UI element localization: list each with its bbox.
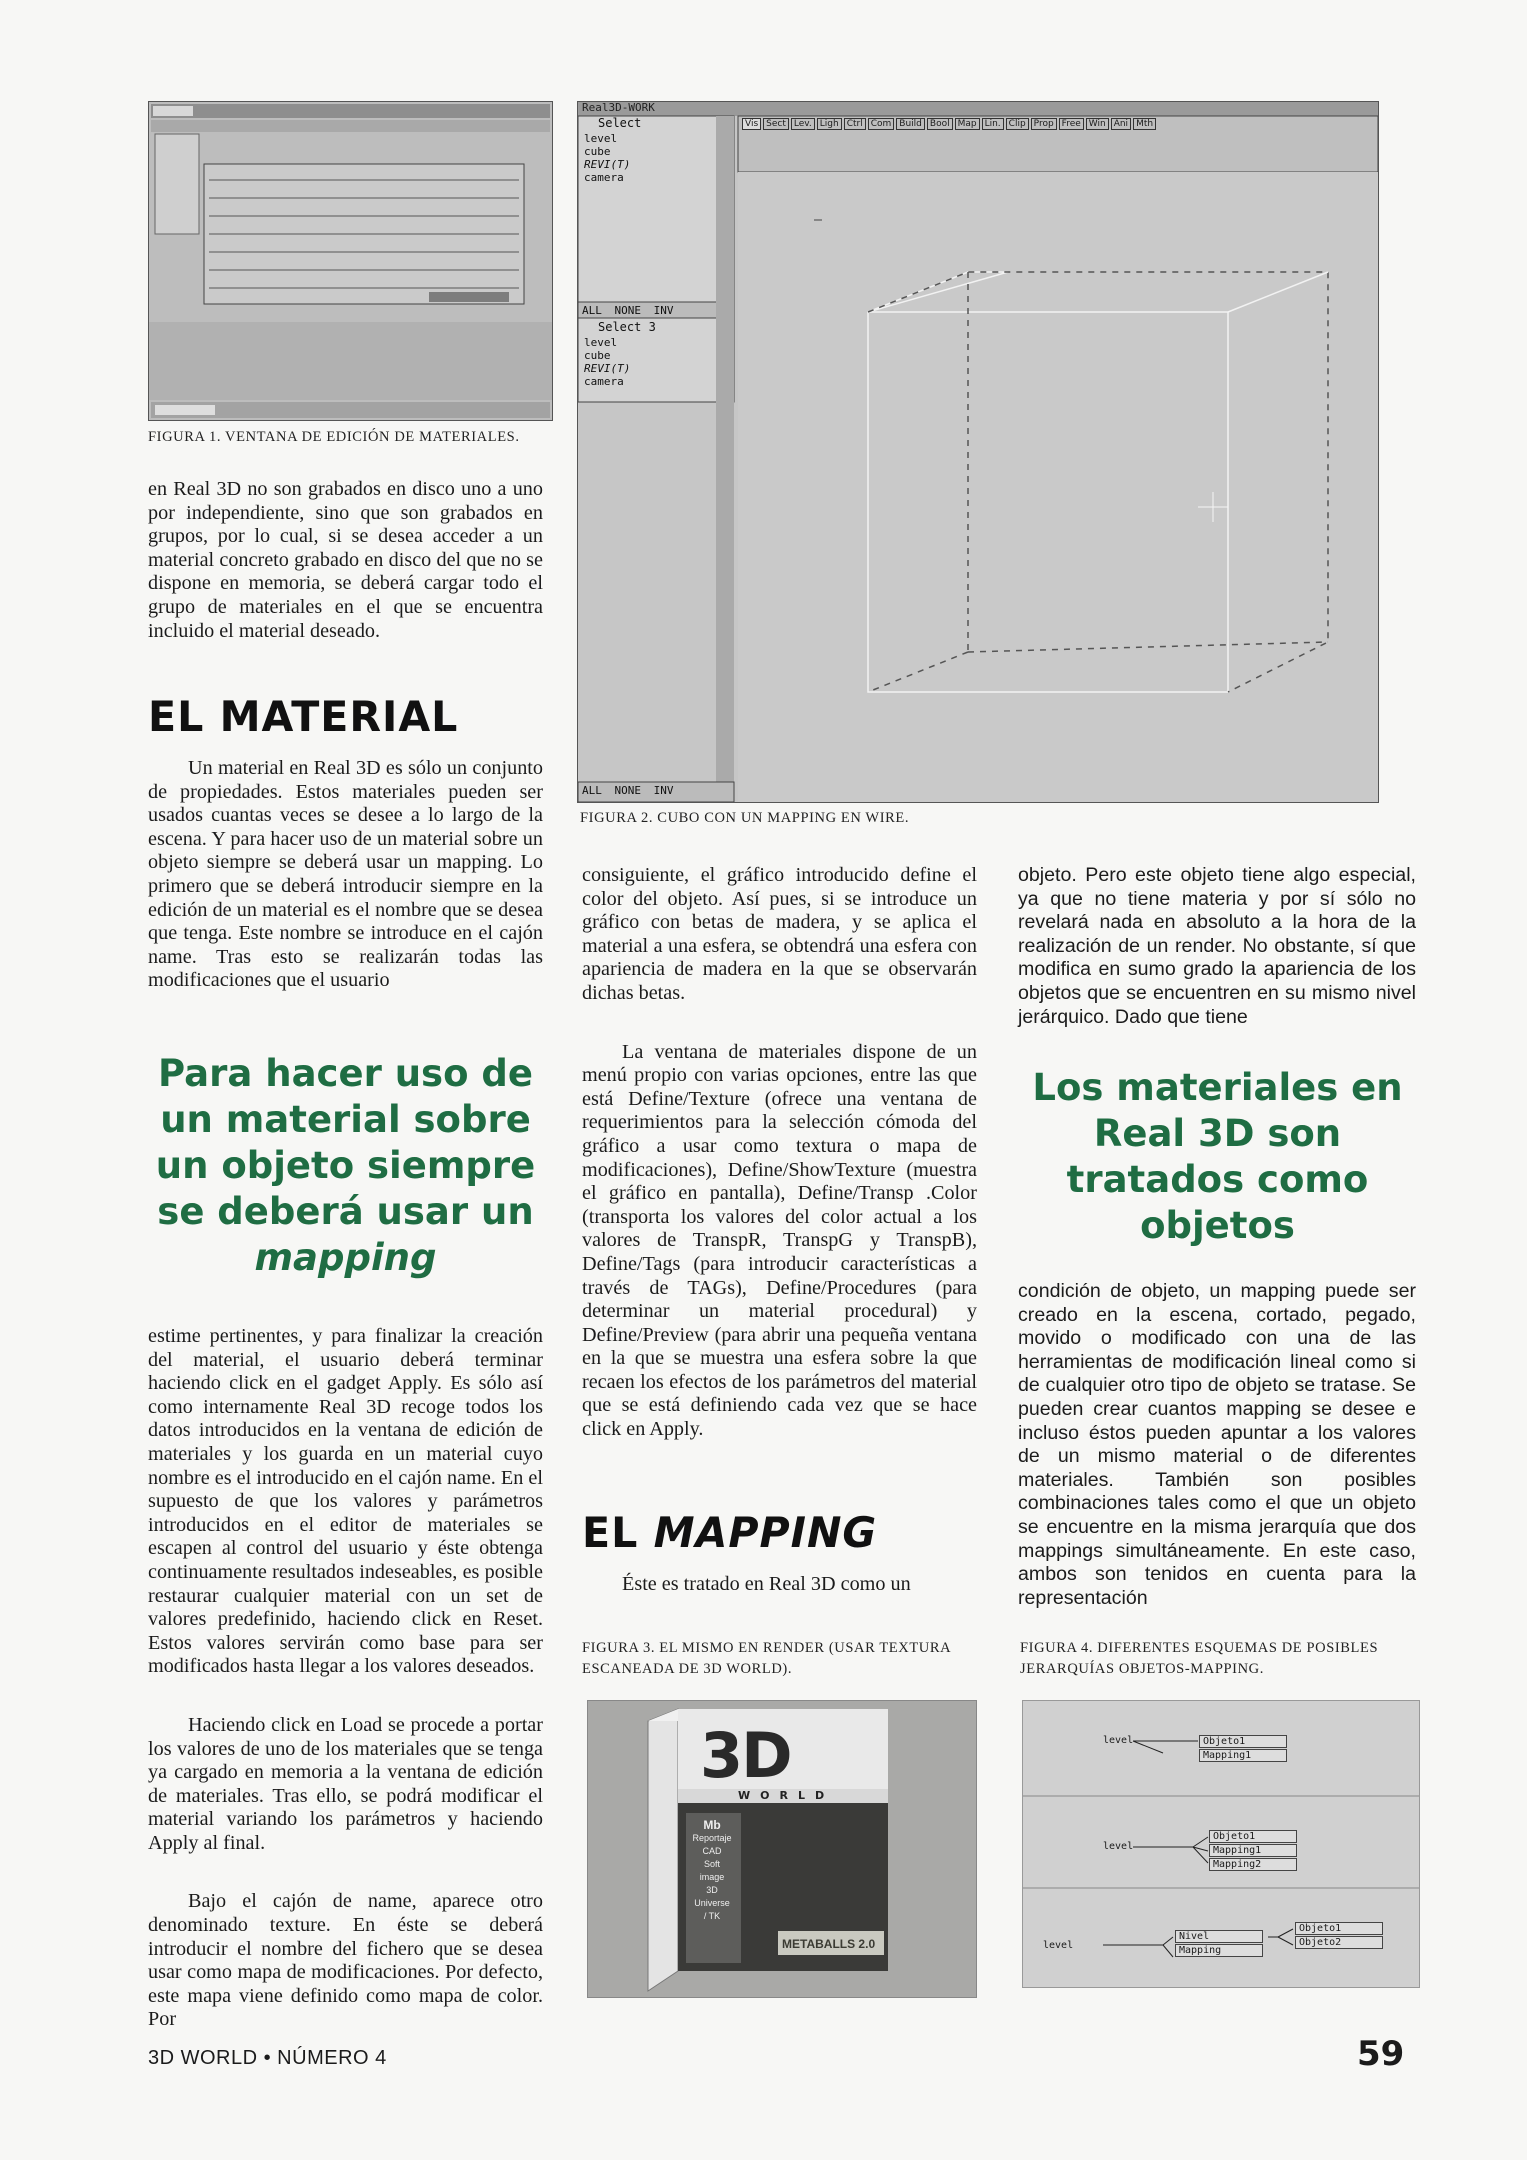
figure-3-image	[587, 1700, 977, 1998]
figure-1-screenshot	[148, 101, 553, 421]
left-column	[148, 478, 543, 666]
inv-button[interactable]: INV	[653, 784, 674, 797]
pull-quote-right: Los materiales en Real 3D son tratados como objetos	[1032, 1066, 1403, 1247]
tree-list-2	[584, 336, 630, 388]
mapping-node[interactable]: Mapping	[1175, 1944, 1263, 1957]
level-node[interactable]: level	[1103, 1735, 1134, 1746]
middle-column-2	[582, 1573, 977, 1620]
all-button[interactable]: ALL	[582, 784, 602, 797]
heading-emphasis: MAPPING	[653, 1508, 878, 1557]
pull-quote-left	[148, 1051, 543, 1281]
cover-banner: METABALLS 2.0	[782, 1937, 876, 1951]
figure-4-caption: FIGURA 4. DIFERENTES ESQUEMAS DE POSIBLES JERARQUÍAS OBJETOS-MAPPING.	[1020, 1640, 1379, 1677]
menu-tab[interactable]: Clip	[1006, 118, 1029, 130]
menu-tab[interactable]: Build	[896, 118, 925, 130]
menu-tab[interactable]: Lin.	[982, 118, 1004, 130]
object-node[interactable]: Objeto2	[1295, 1936, 1383, 1949]
wireframe-cube-illustration	[578, 102, 1378, 802]
paragraph: condición de objeto, un mapping puede ser creado en la escena, cortado, pegado, movido o modificado con una de las herramientas de modificación lineal como si de cualquier otro tipo de objeto se tratase. Se pueden crear cuantos mapping se desee e incluso éstos pueden apuntar a los valores de un mismo material o de diferentes materiales. También son posibles combinaciones tales como el que un objeto se encuentre en la misma jerarquía que dos mappings simultáneamente. En este caso, ambos son tenidos en cuenta para la representación	[1018, 1280, 1416, 1609]
sticker-line: CAD	[702, 1846, 722, 1856]
selection-bar-1	[582, 304, 674, 317]
none-button[interactable]: NONE	[614, 304, 641, 317]
level-node[interactable]: level	[1103, 1841, 1134, 1852]
none-button[interactable]: NONE	[614, 784, 641, 797]
menu-tab[interactable]: Ani	[1111, 118, 1131, 130]
figure-2-caption: FIGURA 2. CUBO CON UN MAPPING EN WIRE.	[580, 810, 910, 826]
right-column	[1018, 864, 1416, 1052]
menu-tab[interactable]: Mth	[1133, 118, 1156, 130]
paragraph: en Real 3D no son grabados en disco uno a uno por independiente, sino que son grabados en grupos, por lo cual, si se desea acceder a un material concreto grabado en disco del que no se dispone en memoria, se deberá cargar todo el grupo de materiales en el que se encuentra incluido el material deseado.	[148, 478, 543, 642]
menu-tab[interactable]: Sect	[763, 118, 789, 130]
menu-tab[interactable]: Ligh	[817, 118, 842, 130]
tree-item[interactable]: level	[584, 132, 618, 145]
menu-tab[interactable]: Map	[955, 118, 980, 130]
paragraph: Éste es tratado en Real 3D como un	[622, 1573, 911, 1595]
mapping-node[interactable]: Mapping1	[1199, 1749, 1287, 1762]
heading-word: EL	[582, 1508, 639, 1557]
menu-tab[interactable]: Win	[1086, 118, 1109, 130]
menu-tab[interactable]: Lev.	[791, 118, 815, 130]
tree-item[interactable]: camera	[584, 171, 624, 184]
cover-logo-sub: WORLD	[738, 1789, 835, 1802]
paragraph: consiguiente, el gráfico introducido define el color del objeto. Así pues, si se introduce un gráfico con betas de madera, y se aplica el material a una esfera, se obtendrá una esfera con apariencia de madera en la que se observarán dichas betas.	[582, 864, 977, 1004]
material-editor-illustration	[149, 102, 552, 420]
scheme-2	[1023, 1796, 1419, 1888]
paragraph: La ventana de materiales dispone de un menú propio con varias opciones, entre las que está Define/Texture (ofrece una ventana de requerimientos para la selección cómoda del gráfico a usar como textura o mapa de modificaciones), Define/ShowTexture (muestra el gráfico en pantalla), Define/Transp .Color (transporta los valores del color actual a los valores de TranspR, TranspG y TranspB), Define/Tags (para introducir características a través de TAGs), Define/Procedures (para determinar un material procedural) y Define/Preview (para abrir una pequeña ventana en la que se muestra una esfera sobre la que recaen los efectos de los parámetros del material que se está definiendo cada vez que se hace click en Apply.	[582, 1040, 977, 1441]
paragraph: objeto. Pero este objeto tiene algo especial, ya que no tiene materia y por sí sólo no revelará nada en absoluto a la hora de la realización de un render. No obstante, sí que modifica en sumo grado la apariencia de los objetos que se encuentren en su mismo nivel jerárquico. Dado que tiene	[1018, 864, 1416, 1028]
sticker-line: 3D Universe / TK	[694, 1885, 730, 1921]
mapping-node[interactable]: Mapping2	[1209, 1858, 1297, 1871]
section-heading-material: EL MATERIAL	[148, 692, 459, 741]
sticker-line: Mb	[703, 1818, 721, 1832]
menu-tab[interactable]: Free	[1059, 118, 1084, 130]
object-node[interactable]: Objeto1	[1209, 1830, 1297, 1843]
section-heading-mapping	[582, 1508, 877, 1557]
level-node[interactable]: level	[1043, 1940, 1074, 1951]
cover-logo: 3D	[700, 1719, 791, 1792]
tree-item[interactable]: REVI(T)	[584, 362, 631, 375]
middle-column	[582, 864, 977, 1465]
select-label[interactable]: Select	[598, 116, 642, 130]
tree-item[interactable]: cube	[584, 349, 611, 362]
right-column-2	[1018, 1280, 1416, 1633]
menu-tab-bar	[742, 118, 1212, 130]
mapping-node[interactable]: Mapping1	[1209, 1844, 1297, 1857]
select3-label[interactable]: Select 3	[598, 320, 656, 334]
paragraph: Un material en Real 3D es sólo un conjunto de propiedades. Estos materiales pueden ser usados cuantas veces se desee a lo largo de la escena. Y para hacer uso de un material sobre un objeto siempre se deberá usar un mapping. Lo primero que se deberá introducir siempre en la edición de un material es el nombre que se desea que tenga. Este nombre se introduce en el cajón name. Tras esto se realizarán todas las modificaciones que el usuario	[148, 757, 543, 992]
tree-item[interactable]: level	[584, 336, 618, 349]
paragraph: estime pertinentes, y para finalizar la creación del material, el usuario deberá terminar haciendo click en el gadget Apply. Es sólo así como internamente Real 3D recoge todos los datos introducidos en la ventana de edición de materiales y los guarda en un material cuyo nombre es el introducido en el cajón name. En el supuesto de que los valores y parámetros introducidos en el editor de materiales se escapen al control del usuario y éste obtenga continuamente resultados indeseables, es posible restaurar cualquier material con un set de valores predefinido, haciendo click en Reset. Estos valores servirán como base para ser modificados hasta llegar a los valores deseados.	[148, 1325, 543, 1678]
menu-tab[interactable]: Vis	[742, 118, 761, 130]
sticker-line: Reportaje	[692, 1833, 732, 1843]
window-title: Real3D-WORK	[582, 101, 655, 114]
page-number: 59	[1357, 2034, 1405, 2074]
pull-quote-text: Para hacer uso de un material sobre un objeto siempre se deberá usar un	[155, 1052, 536, 1233]
menu-tab[interactable]: Com	[868, 118, 895, 130]
figure-1-caption: FIGURA 1. VENTANA DE EDICIÓN DE MATERIALES.	[148, 429, 520, 445]
scheme-1	[1023, 1701, 1419, 1796]
tree-item[interactable]: cube	[584, 145, 611, 158]
left-column-2	[148, 757, 543, 1016]
cover-sticker	[692, 1819, 732, 1923]
paragraph: Bajo el cajón de name, aparece otro denominado texture. En éste se deberá introducir el nombre del fichero que se desea usar como mapa de modificaciones. Por defecto, este mapa viene definido como mapa de color. Por	[148, 1890, 543, 2031]
figure-3-caption: FIGURA 3. EL MISMO EN RENDER (USAR TEXTURA ESCANEADA DE 3D WORLD).	[582, 1640, 951, 1677]
figure-2-screenshot	[577, 101, 1379, 803]
magazine-footer: 3D WORLD • NÚMERO 4	[148, 2047, 387, 2069]
selection-bar-2	[582, 784, 674, 797]
left-column-3	[148, 1325, 543, 2055]
object-node[interactable]: Objeto1	[1295, 1922, 1383, 1935]
all-button[interactable]: ALL	[582, 304, 602, 317]
inv-button[interactable]: INV	[653, 304, 674, 317]
sublevel-node[interactable]: Nivel	[1175, 1930, 1263, 1943]
tree-list	[584, 132, 630, 184]
menu-tab[interactable]: Prop	[1031, 118, 1057, 130]
tree-item[interactable]: camera	[584, 375, 624, 388]
pull-quote-emphasis: mapping	[254, 1236, 437, 1279]
paragraph: Haciendo click en Load se procede a portar los valores de uno de los materiales que se tenga ya cargado en memoria a la ventana de edición de materiales. Tras ello, se podrá modificar el material variando los parámetros y haciendo Apply al final.	[148, 1713, 543, 1854]
figure-4-screenshot	[1022, 1700, 1420, 1988]
menu-tab[interactable]: Bool	[927, 118, 953, 130]
scheme-3	[1023, 1888, 1419, 1987]
menu-tab[interactable]: Ctrl	[844, 118, 866, 130]
sticker-line: Soft image	[699, 1859, 725, 1882]
object-node[interactable]: Objeto1	[1199, 1735, 1287, 1748]
tree-item[interactable]: REVI(T)	[584, 158, 631, 171]
